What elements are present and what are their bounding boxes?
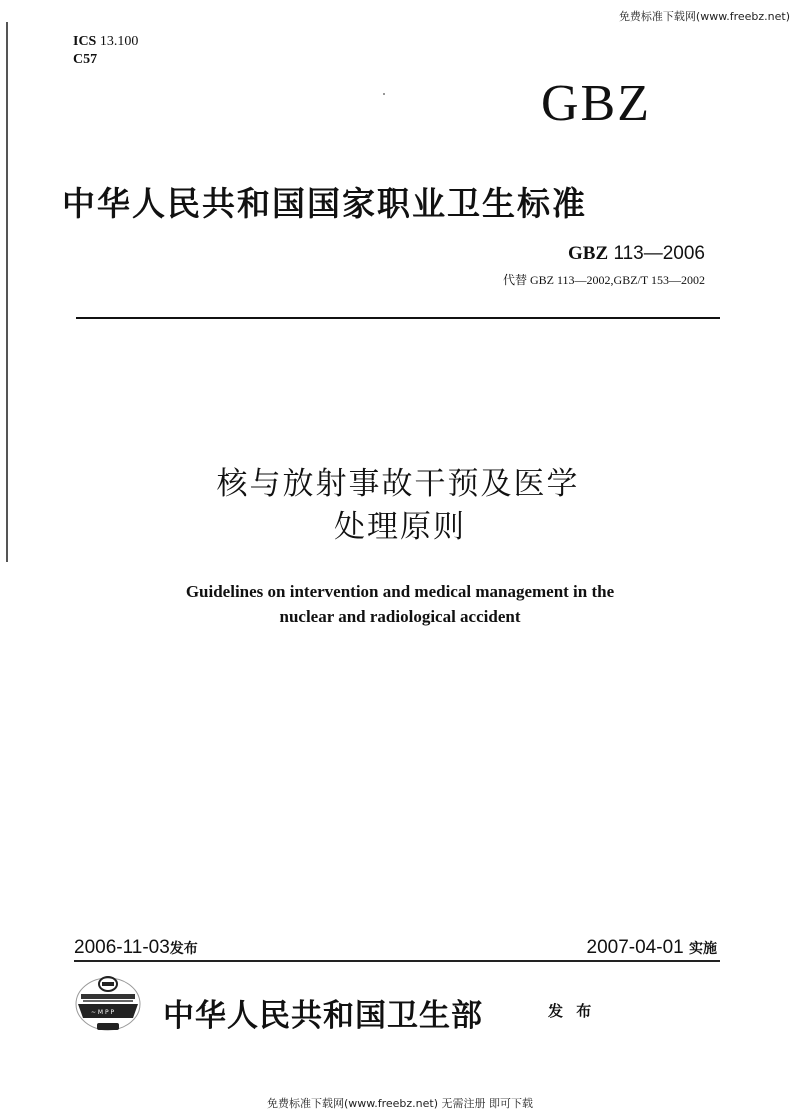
title-en-line2: nuclear and radiological accident <box>279 607 521 626</box>
issue-date: 2006-11-03 <box>74 937 170 958</box>
implement-date: 2007-04-01 <box>586 937 684 958</box>
top-divider <box>76 317 720 319</box>
title-en-line1: Guidelines on intervention and medical management in the <box>185 582 615 601</box>
watermark-top: 免费标准下载网(www.freebz.net) <box>618 10 790 23</box>
ics-value: 13.100 <box>99 34 139 49</box>
issuer-name: 中华人民共和国卫生部 <box>163 998 483 1034</box>
standard-number-prefix: GBZ <box>568 243 609 264</box>
issuer-suffix: 发 布 <box>548 1002 596 1020</box>
publisher-logo-icon <box>73 972 143 1034</box>
classification-block <box>73 33 138 69</box>
implement-label: 实施 <box>689 940 717 956</box>
bottom-divider <box>74 960 720 962</box>
watermark-bottom: 免费标准下载网(www.freebz.net) 无需注册 即可下载 <box>266 1097 534 1110</box>
title-cn-line1: 核与放射事故干预及医学 <box>216 466 580 502</box>
issue-label: 发布 <box>169 940 198 956</box>
svg-text:~ M P P: ~ M P P <box>91 1009 115 1016</box>
standard-number <box>568 243 705 265</box>
ics-code <box>73 33 138 51</box>
issue-date-block <box>74 937 198 959</box>
replaces-line: 代替 GBZ 113—2002,GBZ/T 153—2002 <box>502 273 705 287</box>
standard-type-heading: 中华人民共和国国家职业卫生标准 <box>62 184 587 223</box>
implement-date-block <box>587 937 717 959</box>
gbz-logo: GBZ <box>541 75 651 132</box>
title-cn-line2: 处理原则 <box>334 509 466 545</box>
ccs-code: C57 <box>73 52 98 67</box>
scan-speck <box>383 93 385 95</box>
ics-label: ICS <box>73 34 97 49</box>
standard-number-value: 113—2006 <box>613 243 705 264</box>
